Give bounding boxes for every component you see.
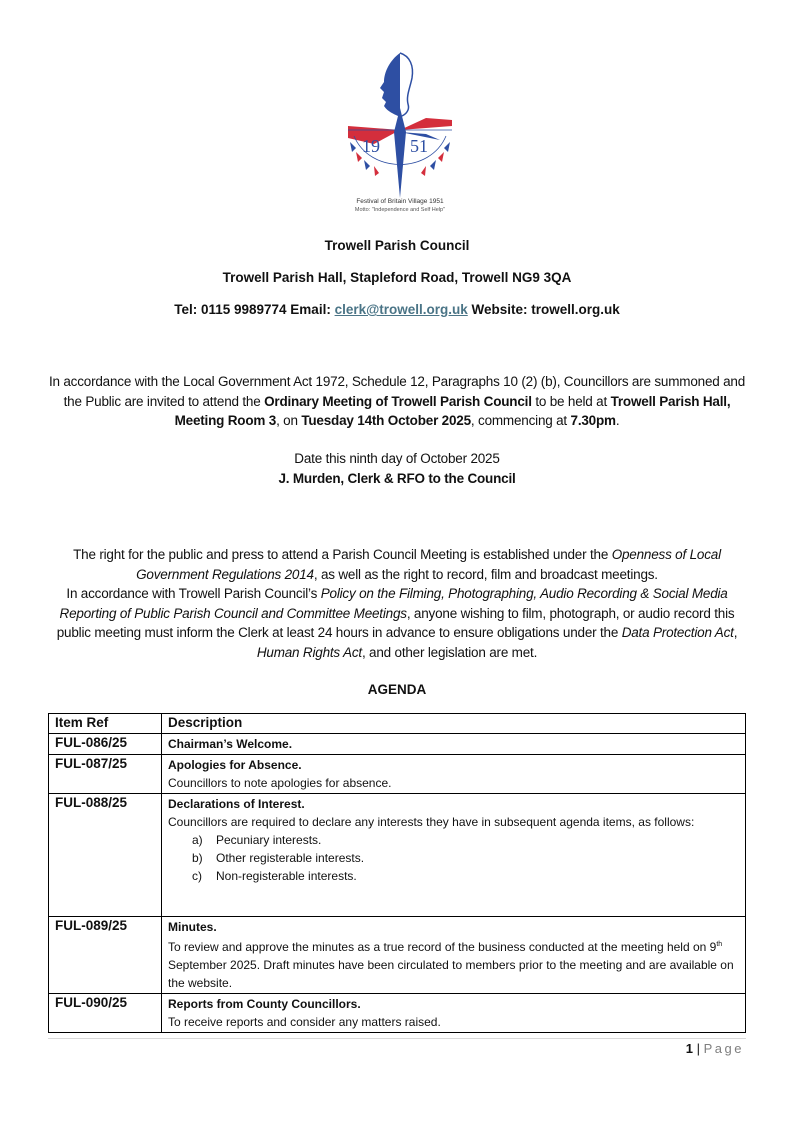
column-header-description: Description: [162, 714, 746, 734]
logo-caption-motto: Motto: "Independence and Self Help": [354, 207, 446, 213]
act-title: Data Protection Act: [621, 625, 734, 640]
item-title: Apologies for Absence.: [168, 758, 302, 772]
agenda-row: [49, 917, 746, 994]
page-number: 1: [685, 1041, 694, 1056]
festival-of-britain-logo: [340, 48, 460, 220]
summons-text: , commencing at: [470, 413, 571, 428]
agenda-table: [48, 713, 746, 1033]
item-detail: Councillors are required to declare any interests they have in subsequent agenda items, as follows:: [168, 815, 695, 829]
act-title: Human Rights Act: [256, 644, 362, 660]
item-title: Chairman’s Welcome.: [168, 737, 293, 751]
item-title: Reports from County Councillors.: [168, 997, 361, 1011]
item-detail: Councillors to note apologies for absence.: [168, 776, 392, 790]
meeting-venue: Trowell Parish Hall, Meeting Room 3: [174, 393, 731, 428]
summons-text: In accordance with the Local Government Act 1972, Schedule 12, Paragraphs 10 (2) (b), Councillors are summoned and the Public are invited to attend the: [48, 374, 746, 409]
item-title: Minutes.: [168, 920, 217, 934]
rights-paragraph-2: [48, 584, 746, 662]
agenda-row: [49, 755, 746, 794]
logo-star-right-red: [400, 118, 452, 130]
agenda-row: [49, 994, 746, 1033]
list-text: Non-registerable interests.: [216, 869, 357, 883]
agenda-row: [49, 794, 746, 917]
signatory: J. Murden, Clerk & RFO to the Council: [278, 471, 516, 486]
council-name: Trowell Parish Council: [324, 238, 470, 253]
list-marker: b): [192, 851, 203, 865]
email-link[interactable]: clerk@trowell.org.uk: [334, 302, 468, 317]
agenda-header-row: [49, 714, 746, 734]
detail-text: September 2025. Draft minutes have been circulated to members prior to the meeting and are available on the website.: [168, 958, 734, 990]
footer-divider: [48, 1038, 746, 1039]
dated-line: Date this ninth day of October 2025: [294, 451, 500, 466]
policy-title: Policy on the Filming, Photographing, Audio Recording & Social Media Reporting of Public Parish Council and Committee Meetings: [59, 586, 728, 621]
logo-year-right: 51: [410, 136, 428, 156]
rights-paragraph-1: [48, 545, 746, 584]
list-text: Pecuniary interests.: [216, 833, 322, 847]
item-title: Declarations of Interest.: [168, 797, 305, 811]
contact-line: [0, 302, 794, 317]
tel-label: Tel: 0115 9989774 Email:: [174, 302, 335, 317]
rights-text: , and other legislation are met.: [361, 644, 538, 660]
summons-text: .: [615, 413, 620, 428]
item-detail: To receive reports and consider any matters raised.: [168, 1015, 441, 1029]
summons-text: , on: [276, 413, 302, 428]
rights-text: In accordance with Trowell Parish Council’s: [66, 586, 321, 601]
summons-text: to be held at: [531, 393, 611, 409]
regulations-title: Openness of Local Government Regulations 2014: [136, 547, 721, 582]
rights-text: , as well as the right to record, film and broadcast meetings.: [313, 566, 658, 582]
logo-year-left: 19: [362, 136, 380, 156]
logo-star-vertical-blue: [394, 108, 406, 198]
list-text: Other registerable interests.: [216, 851, 365, 865]
list-marker: a): [192, 833, 203, 847]
item-ref: FUL-086/25: [49, 734, 162, 755]
summons-paragraph: [48, 372, 746, 431]
item-description: [162, 794, 746, 917]
meeting-name: Ordinary Meeting of Trowell Parish Council: [264, 393, 532, 409]
council-address: Trowell Parish Hall, Stapleford Road, Trowell NG9 3QA: [222, 270, 572, 285]
logo-caption: [330, 197, 470, 214]
page-footer: [686, 1041, 744, 1056]
rights-text: , anyone wishing to film, photograph, or audio record this public meeting must inform the Clerk at least 24 hours in advance to ensure obligations under the: [56, 605, 735, 640]
item-description: [162, 755, 746, 794]
item-ref: FUL-087/25: [49, 755, 162, 794]
list-item: [192, 831, 739, 849]
column-header-item-ref: Item Ref: [49, 714, 162, 734]
item-ref: FUL-088/25: [49, 794, 162, 917]
item-ref: FUL-089/25: [49, 917, 162, 994]
list-item: [192, 867, 739, 885]
item-description: [162, 917, 746, 994]
list-marker: c): [192, 869, 202, 883]
page-separator: |: [693, 1041, 704, 1056]
page-label: Page: [703, 1041, 744, 1056]
list-item: [192, 849, 739, 867]
agenda-row: [49, 734, 746, 755]
item-description: [162, 734, 746, 755]
logo-head-outline: [400, 53, 413, 116]
meeting-time: 7.30pm: [570, 413, 616, 428]
item-ref: FUL-090/25: [49, 994, 162, 1033]
ordinal-suffix: th: [716, 941, 723, 948]
website-label: Website: trowell.org.uk: [467, 302, 620, 317]
rights-text: The right for the public and press to attend a Parish Council Meeting is established under the: [73, 547, 612, 562]
detail-text: To review and approve the minutes as a true record of the business conducted at the meeting held on 9: [168, 940, 717, 954]
meeting-date: Tuesday 14th October 2025: [301, 413, 471, 428]
rights-text: ,: [733, 625, 738, 640]
item-description: [162, 994, 746, 1033]
item-detail: [168, 936, 739, 992]
logo-caption-title: Festival of Britain Village 1951: [356, 198, 444, 205]
agenda-title: AGENDA: [367, 682, 427, 697]
logo-head-blue: [380, 53, 400, 128]
interest-types-list: [168, 831, 739, 885]
